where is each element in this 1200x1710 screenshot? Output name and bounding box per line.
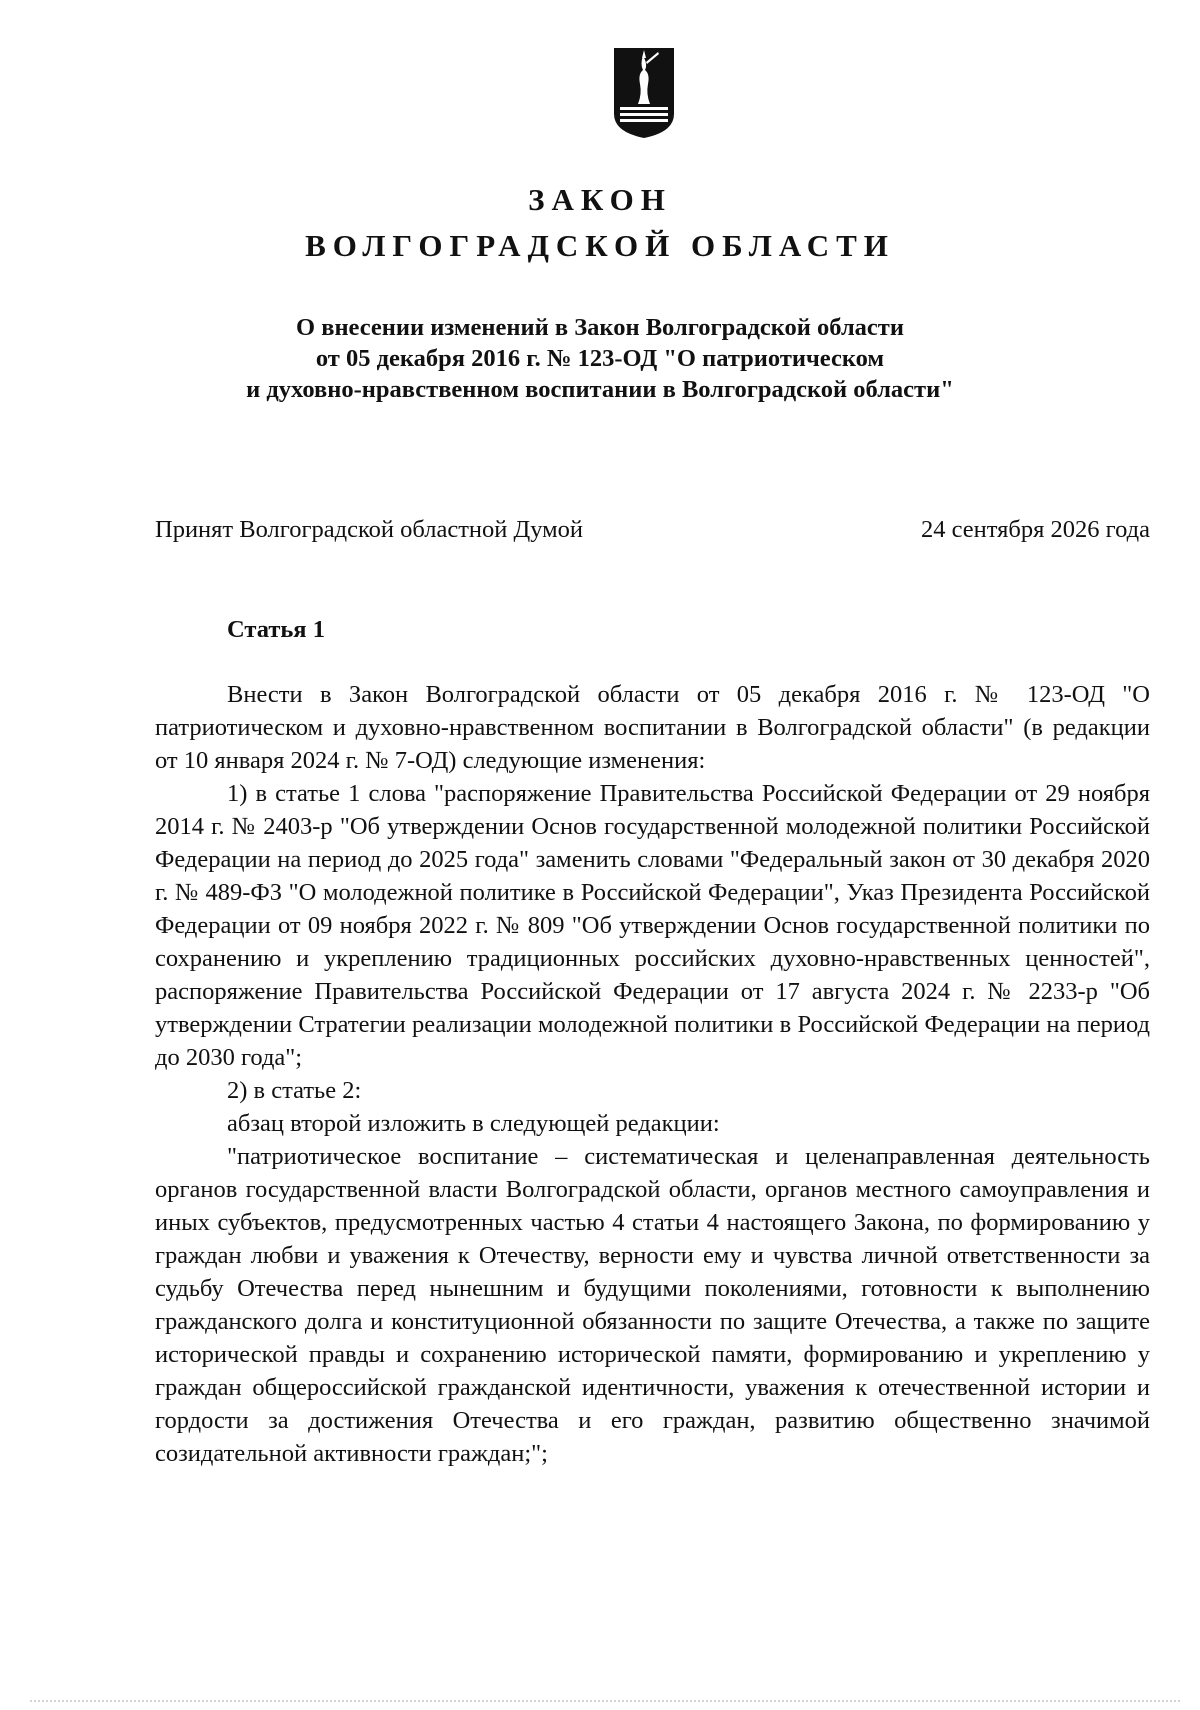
adoption-date: 24 сентября 2026 года xyxy=(921,516,1150,543)
region-title: ВОЛГОГРАДСКОЙ ОБЛАСТИ xyxy=(305,228,895,263)
subject-line-3: и духовно-нравственном воспитании в Волгоградской области" xyxy=(246,376,954,403)
document-type-title: ЗАКОН xyxy=(528,182,672,217)
article-paragraph: абзац второй изложить в следующей редакции: xyxy=(227,1110,720,1137)
adopted-by: Принят Волгоградской областной Думой xyxy=(155,516,583,543)
coat-of-arms-icon xyxy=(610,44,678,140)
article-paragraph: "патриотическое воспитание – систематическая и целенаправленная деятельность органов государственной власти Волгоградской области, органов местного самоуправления и иных субъектов, предусмотренных частью 4 статьи 4 настоящего Закона, по формированию у граждан любви и уважения к Отечеству, верности ему и чувства личной ответственности за судьбу Отечества перед нынешним и будущими поколениями, готовности к выполнению гражданского долга и конституционной обязанности по защите Отечества, а также по защите исторической правды и сохранению исторической памяти, формированию и укреплению у граждан общероссийской гражданской идентичности, уважения к отечественной истории и гордости за достижения Отечества и его граждан, развитию общественно значимой созидательной активности граждан;"; xyxy=(155,1143,1150,1467)
article-paragraph: 2) в статье 2: xyxy=(227,1077,362,1104)
article-body xyxy=(155,678,1150,1470)
law-subject xyxy=(150,312,1050,405)
subject-line-2: от 05 декабря 2016 г. № 123-ОД "О патриотическом xyxy=(315,345,885,372)
article-paragraph: 1) в статье 1 слова "распоряжение Правительства Российской Федерации от 29 ноября 2014 г. № 2403-р "Об утверждении Основ государственной молодежной политики Российской Федерации на период до 2025 года" заменить словами "Федеральный закон от 30 декабря 2020 г. № 489-ФЗ "О молодежной политике в Российской Федерации", Указ Президента Российской Федерации от 09 ноября 2022 г. № 809 "Об утверждении Основ государственной политики по сохранению и укреплению традиционных российских духовно-нравственных ценностей", распоряжение Правительства Российской Федерации от 17 августа 2024 г. № 2233-р "Об утверждении Стратегии реализации молодежной политики в Российской Федерации на период до 2030 года"; xyxy=(155,780,1150,1071)
article-paragraph: Внести в Закон Волгоградской области от 05 декабря 2016 г. № 123-ОД "О патриотическом и духовно-нравственном воспитании в Волгоградской области" (в редакции от 10 января 2024 г. № 7-ОД) следующие изменения: xyxy=(155,681,1150,774)
scan-edge-noise xyxy=(30,1700,1180,1704)
article-heading: Статья 1 xyxy=(227,616,325,643)
subject-line-1: О внесении изменений в Закон Волгоградской области xyxy=(296,314,904,341)
